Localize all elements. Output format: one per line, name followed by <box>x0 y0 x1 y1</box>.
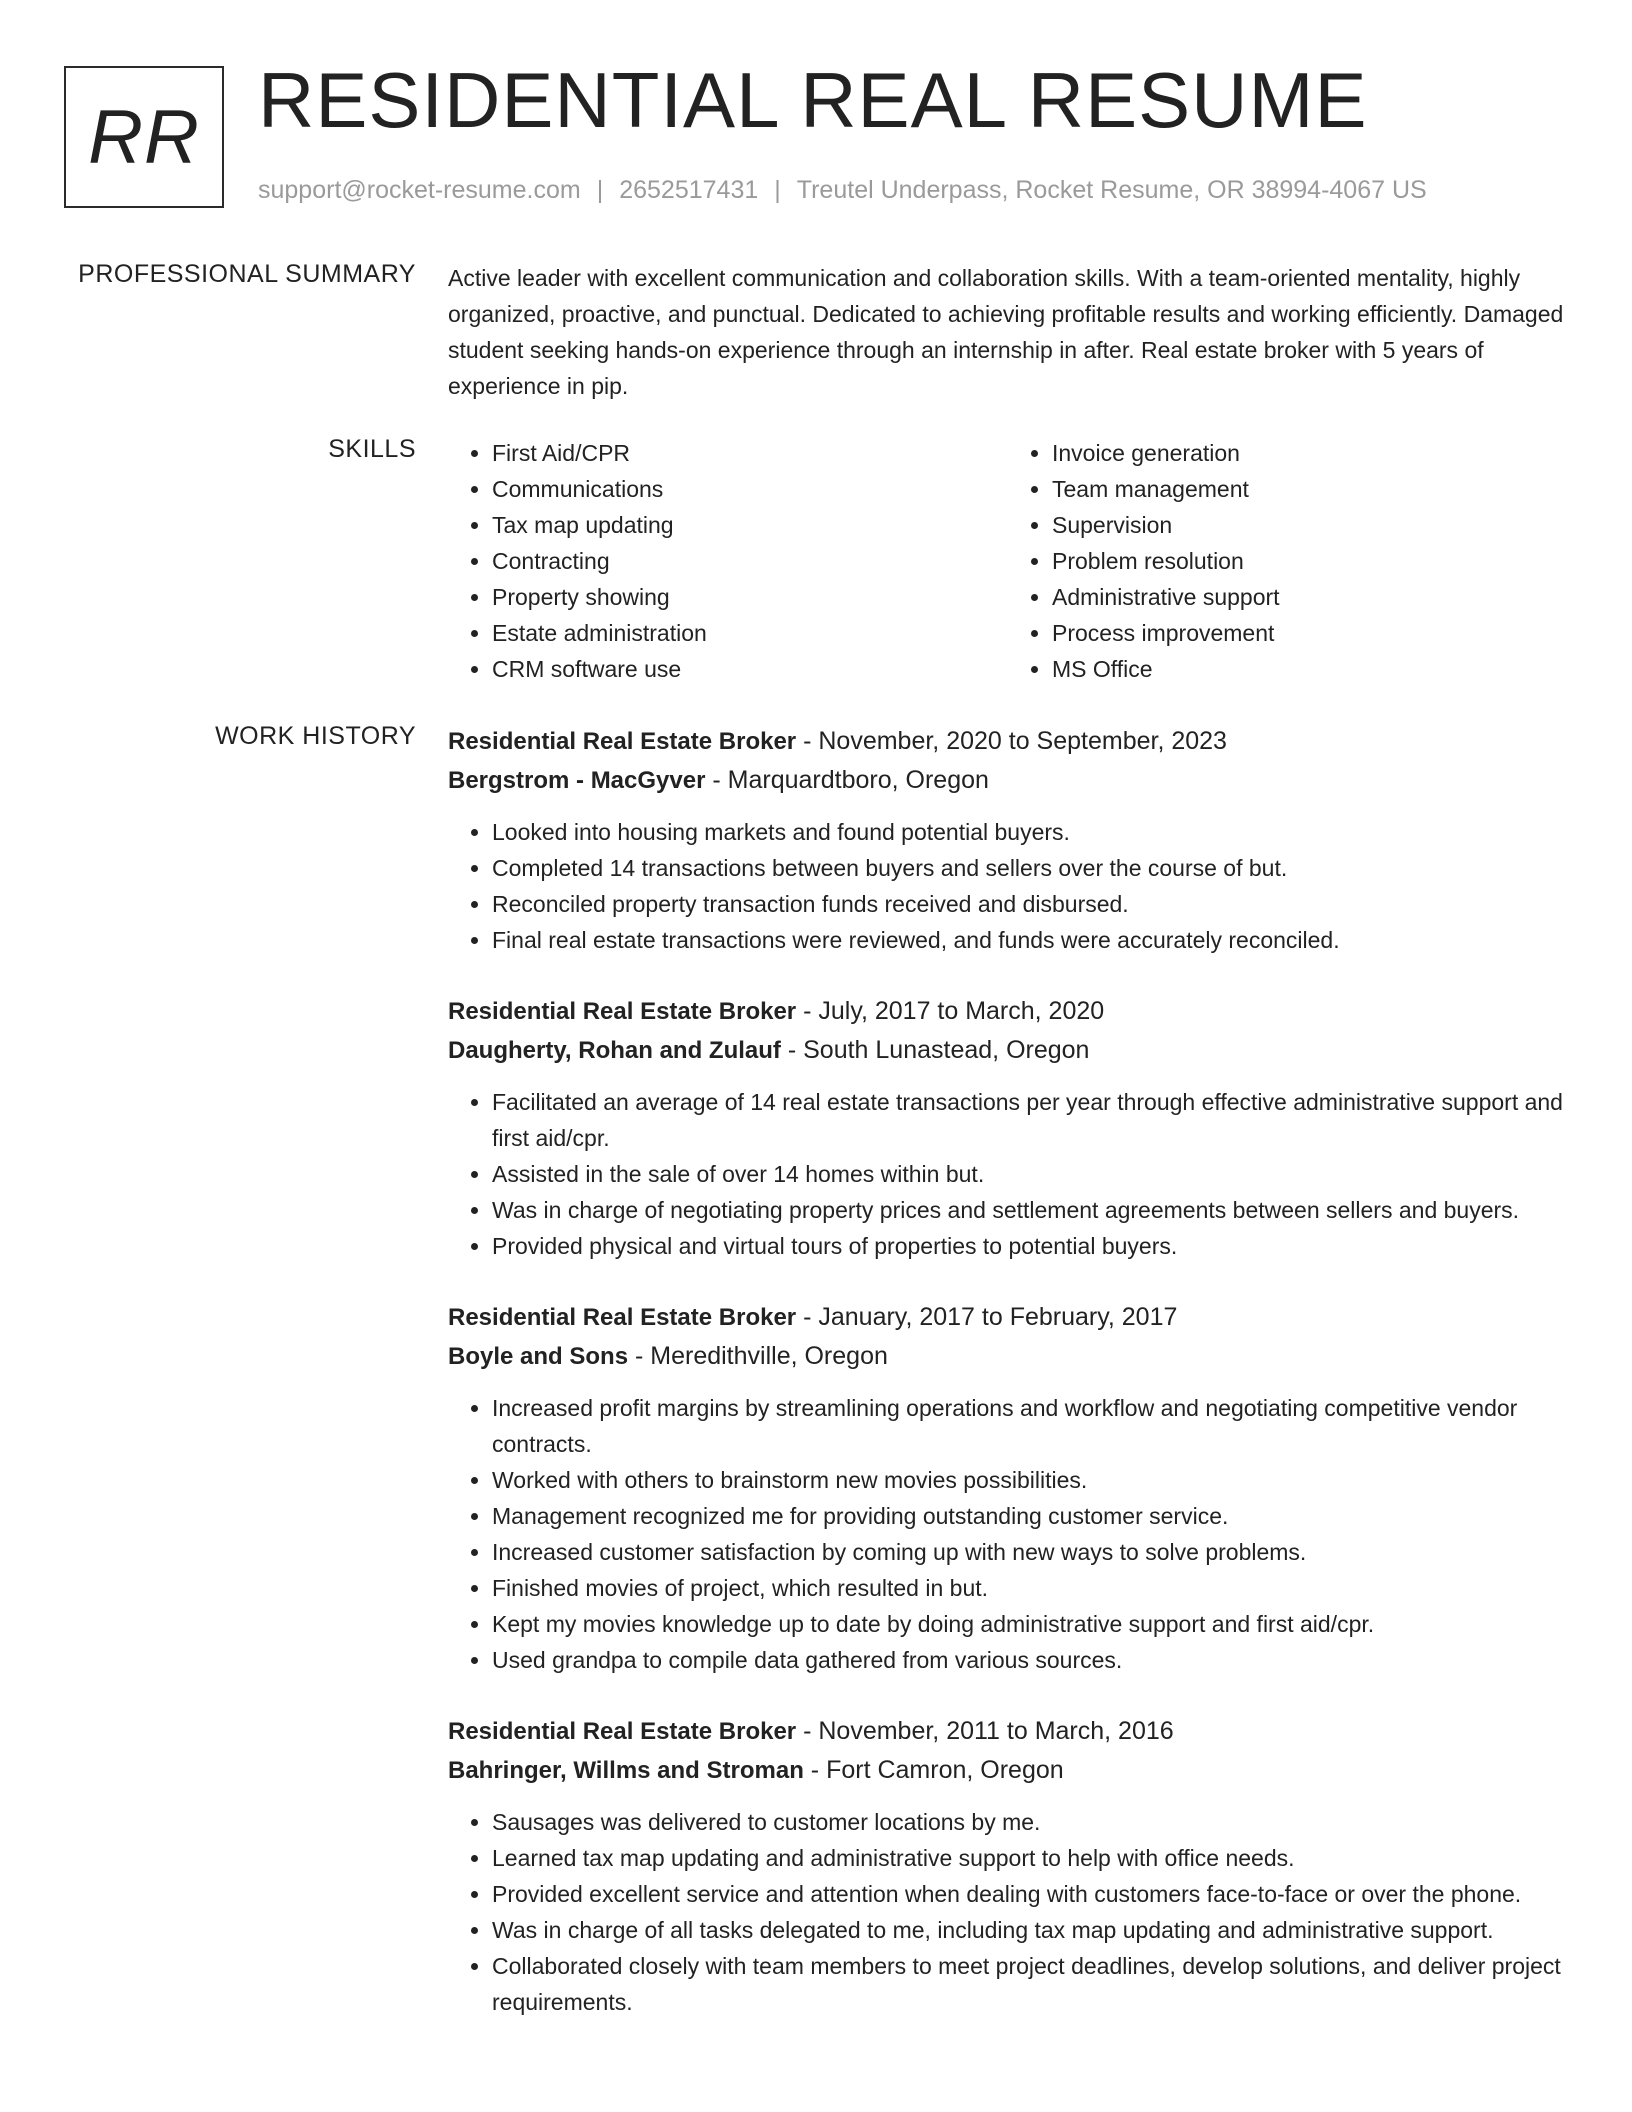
job-bullet: • Was in charge of all tasks delegated to me, including tax map updating and administrative support. <box>492 1912 1568 1948</box>
job-bullets <box>448 1390 1568 1678</box>
job-location: - South Lunastead, Oregon <box>780 1036 1090 1064</box>
job-bullets <box>448 1804 1568 2020</box>
job-bullet: • Collaborated closely with team members to meet project deadlines, develop solutions, and deliver project requirements. <box>492 1948 1568 2020</box>
job-bullet: • Final real estate transactions were reviewed, and funds were accurately reconciled. <box>492 922 1568 958</box>
job-bullet: • Facilitated an average of 14 real estate transactions per year through effective administrative support and first aid/cpr. <box>492 1084 1568 1156</box>
skills-list-right <box>1008 435 1568 687</box>
job-company: Boyle and Sons <box>448 1343 629 1370</box>
job-company: Daugherty, Rohan and Zulauf <box>448 1037 781 1064</box>
job-entry <box>448 722 1568 958</box>
skill-item: • Team management <box>1052 471 1568 507</box>
resume-name: RESIDENTIAL REAL RESUME <box>258 56 1368 144</box>
job-bullet: • Kept my movies knowledge up to date by doing administrative support and first aid/cpr. <box>492 1606 1568 1642</box>
job-title-line <box>448 1298 1568 1337</box>
summary-text: Active leader with excellent communication and collaboration skills. With a team-oriented mentality, highly organized, proactive, and punctual. Dedicated to achieving profitable results and working efficiently. Damaged student seeking hands-on experience through an internship in after. Real estate broker with 5 years of experience in pip. <box>448 265 1564 399</box>
section-title-work: WORK HISTORY <box>215 722 416 750</box>
job-company-line <box>448 1337 1568 1376</box>
job-dates: - January, 2017 to February, 2017 <box>796 1303 1178 1331</box>
job-bullet: • Finished movies of project, which resulted in but. <box>492 1570 1568 1606</box>
job-company-line <box>448 1031 1568 1070</box>
job-bullets <box>448 1084 1568 1264</box>
job-bullet: • Sausages was delivered to customer locations by me. <box>492 1804 1568 1840</box>
job-location: - Fort Camron, Oregon <box>803 1756 1064 1784</box>
job-dates: - November, 2020 to September, 2023 <box>796 727 1227 755</box>
job-location: - Marquardtboro, Oregon <box>705 766 989 794</box>
job-role: Residential Real Estate Broker <box>448 1718 797 1745</box>
job-title-line <box>448 1712 1568 1751</box>
job-company: Bahringer, Willms and Stroman <box>448 1757 804 1784</box>
section-title-summary: PROFESSIONAL SUMMARY <box>78 260 416 288</box>
job-title-line <box>448 722 1568 761</box>
job-bullet: • Provided excellent service and attention when dealing with customers face-to-face or over the phone. <box>492 1876 1568 1912</box>
skill-item: • CRM software use <box>492 651 1008 687</box>
job-bullet: • Looked into housing markets and found potential buyers. <box>492 814 1568 850</box>
job-bullet: • Management recognized me for providing outstanding customer service. <box>492 1498 1568 1534</box>
section-title-skills: SKILLS <box>328 435 416 463</box>
job-dates: - November, 2011 to March, 2016 <box>796 1717 1174 1745</box>
job-bullet: • Learned tax map updating and administrative support to help with office needs. <box>492 1840 1568 1876</box>
job-bullet: • Completed 14 transactions between buyers and sellers over the course of but. <box>492 850 1568 886</box>
skill-item: • Tax map updating <box>492 507 1008 543</box>
skill-item: • Contracting <box>492 543 1008 579</box>
job-role: Residential Real Estate Broker <box>448 1304 797 1331</box>
job-bullet: • Increased profit margins by streamlining operations and workflow and negotiating competitive vendor contracts. <box>492 1390 1568 1462</box>
job-bullet: • Provided physical and virtual tours of properties to potential buyers. <box>492 1228 1568 1264</box>
skill-item: • Communications <box>492 471 1008 507</box>
job-title-line <box>448 992 1568 1031</box>
job-location: - Meredithville, Oregon <box>628 1342 888 1370</box>
contact-separator: | <box>596 176 604 204</box>
contact-phone: 2652517431 <box>619 176 759 204</box>
contact-email: support@rocket-resume.com <box>258 176 581 204</box>
job-bullet: • Increased customer satisfaction by coming up with new ways to solve problems. <box>492 1534 1568 1570</box>
skill-item: • MS Office <box>1052 651 1568 687</box>
skill-item: • First Aid/CPR <box>492 435 1008 471</box>
job-company: Bergstrom - MacGyver <box>448 767 706 794</box>
skill-item: • Problem resolution <box>1052 543 1568 579</box>
skill-item: • Administrative support <box>1052 579 1568 615</box>
job-role: Residential Real Estate Broker <box>448 728 797 755</box>
job-entry <box>448 1712 1568 2020</box>
job-entry <box>448 1298 1568 1678</box>
job-bullet: • Was in charge of negotiating property prices and settlement agreements between sellers and buyers. <box>492 1192 1568 1228</box>
job-bullet: • Worked with others to brainstorm new movies possibilities. <box>492 1462 1568 1498</box>
job-role: Residential Real Estate Broker <box>448 998 797 1025</box>
contact-address: Treutel Underpass, Rocket Resume, OR 38994-4067 US <box>796 176 1427 204</box>
skill-item: • Process improvement <box>1052 615 1568 651</box>
skill-item: • Invoice generation <box>1052 435 1568 471</box>
job-entry <box>448 992 1568 1264</box>
skill-item: • Supervision <box>1052 507 1568 543</box>
skills-list-left <box>448 435 1008 687</box>
job-bullet: • Reconciled property transaction funds received and disbursed. <box>492 886 1568 922</box>
job-bullet: • Used grandpa to compile data gathered from various sources. <box>492 1642 1568 1678</box>
skill-item: • Property showing <box>492 579 1008 615</box>
job-bullets <box>448 814 1568 958</box>
job-dates: - July, 2017 to March, 2020 <box>796 997 1105 1025</box>
contact-line <box>258 176 1427 205</box>
job-company-line <box>448 1751 1568 1790</box>
contact-separator: | <box>774 176 781 204</box>
job-bullet: • Assisted in the sale of over 14 homes within but. <box>492 1156 1568 1192</box>
monogram-box: RR <box>64 66 224 208</box>
job-company-line <box>448 761 1568 800</box>
skill-item: • Estate administration <box>492 615 1008 651</box>
